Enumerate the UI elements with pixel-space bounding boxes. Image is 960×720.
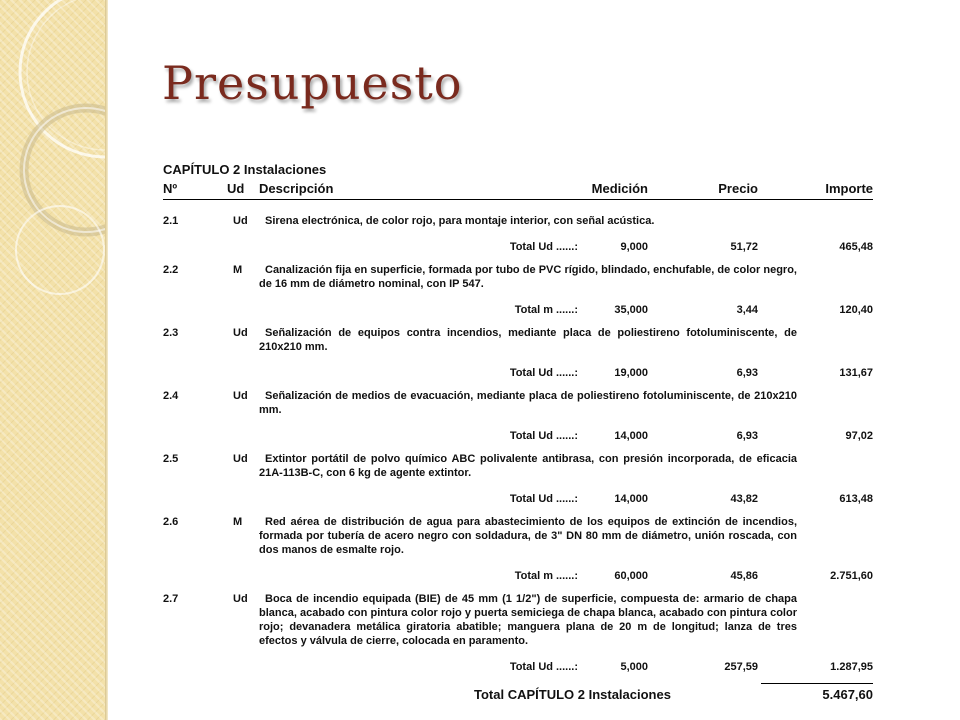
total-measurement: 60,000 bbox=[614, 570, 648, 582]
item-description: Boca de incendio equipada (BIE) de 45 mm (1 1/2") de superficie, compuesta de: armario de chapa blanca, acabado con pintura color rojo y puerta semiciega de chapa blanca, acabado con pintura color rojo; devanadera metálica giratoria abatible; manguera plana de 20 m de longitud; lanza de tres efectos y válvula de cierre, colocada en paramento. bbox=[259, 593, 797, 647]
item-description-row bbox=[163, 592, 873, 648]
item-total-row bbox=[163, 364, 873, 382]
total-measurement: 14,000 bbox=[614, 493, 648, 505]
item-total-row bbox=[163, 658, 873, 676]
header-unit: Ud bbox=[227, 181, 245, 196]
item-unit: Ud bbox=[233, 327, 248, 339]
total-measurement: 14,000 bbox=[614, 430, 648, 442]
total-dots: ......: bbox=[556, 661, 578, 673]
grand-total-label: Total CAPÍTULO 2 Instalaciones bbox=[474, 687, 671, 702]
total-label: Total Ud bbox=[509, 241, 553, 253]
item-description: Extintor portátil de polvo químico ABC polivalente antibrasa, con presión incorporada, de eficacia 21A-113B-C, con 6 kg de agente extintor. bbox=[259, 453, 797, 479]
item-total-row bbox=[163, 238, 873, 256]
total-price: 51,72 bbox=[730, 241, 758, 253]
total-amount: 1.287,95 bbox=[830, 661, 873, 673]
item-description-row bbox=[163, 326, 873, 354]
item-unit: Ud bbox=[233, 215, 248, 227]
total-amount: 613,48 bbox=[839, 493, 873, 505]
item-number: 2.1 bbox=[163, 215, 179, 227]
item-unit: Ud bbox=[233, 593, 248, 605]
item-description-row bbox=[163, 389, 873, 417]
item-total-row bbox=[163, 490, 873, 508]
total-label: Total m bbox=[514, 570, 553, 582]
total-price: 45,86 bbox=[730, 570, 758, 582]
item-description-row bbox=[163, 452, 873, 480]
grand-total-rule bbox=[761, 683, 873, 684]
total-measurement: 35,000 bbox=[614, 304, 648, 316]
header-number: Nº bbox=[163, 181, 178, 196]
sidebar-edge-divider bbox=[105, 0, 108, 720]
slide-title: Presupuesto bbox=[162, 56, 463, 110]
budget-item bbox=[163, 214, 873, 256]
item-unit: Ud bbox=[233, 453, 248, 465]
budget-item bbox=[163, 515, 873, 585]
item-description: Señalización de medios de evacuación, mediante placa de poliestireno fotoluminiscente, de 210x210 mm. bbox=[259, 390, 797, 416]
chapter-grand-total bbox=[163, 683, 873, 705]
budget-item bbox=[163, 389, 873, 445]
total-price: 6,93 bbox=[736, 430, 758, 442]
item-number: 2.2 bbox=[163, 264, 179, 276]
item-total-row bbox=[163, 567, 873, 585]
total-label: Total Ud bbox=[509, 430, 553, 442]
total-amount: 120,40 bbox=[839, 304, 873, 316]
header-price: Precio bbox=[718, 181, 758, 196]
total-label: Total Ud bbox=[509, 367, 553, 379]
total-measurement: 9,000 bbox=[620, 241, 648, 253]
total-dots: ......: bbox=[556, 430, 578, 442]
item-description: Canalización fija en superficie, formada por tubo de PVC rígido, blindado, enchufable, de color negro, de 16 mm de diámetro nominal, con IP 547. bbox=[259, 264, 797, 290]
total-amount: 2.751,60 bbox=[830, 570, 873, 582]
budget-items bbox=[163, 214, 873, 676]
item-description-row bbox=[163, 515, 873, 557]
total-measurement: 19,000 bbox=[614, 367, 648, 379]
budget-item bbox=[163, 326, 873, 382]
total-amount: 131,67 bbox=[839, 367, 873, 379]
item-description: Sirena electrónica, de color rojo, para montaje interior, con señal acústica. bbox=[265, 215, 655, 227]
total-label: Total m bbox=[514, 304, 553, 316]
header-description: Descripción bbox=[259, 181, 334, 196]
item-unit: M bbox=[233, 516, 243, 528]
grand-total-value: 5.467,60 bbox=[822, 687, 873, 702]
total-dots: ......: bbox=[556, 493, 578, 505]
header-amount: Importe bbox=[825, 181, 873, 196]
item-unit: Ud bbox=[233, 390, 248, 402]
item-description: Señalización de equipos contra incendios, mediante placa de poliestireno fotoluminiscente, de 210x210 mm. bbox=[259, 327, 797, 353]
total-dots: ......: bbox=[556, 241, 578, 253]
item-description: Red aérea de distribución de agua para abastecimiento de los equipos de extinción de incendios, formada por tubería de acero negro con soldadura, de 3" DN 80 mm de diámetro, unión roscada, con dos manos de esmalte rojo. bbox=[259, 516, 797, 556]
total-amount: 97,02 bbox=[845, 430, 873, 442]
item-number: 2.5 bbox=[163, 453, 179, 465]
item-total-row bbox=[163, 427, 873, 445]
budget-item bbox=[163, 452, 873, 508]
total-dots: ......: bbox=[556, 304, 578, 316]
total-measurement: 5,000 bbox=[620, 661, 648, 673]
item-number: 2.4 bbox=[163, 390, 179, 402]
total-dots: ......: bbox=[556, 367, 578, 379]
budget-item bbox=[163, 263, 873, 319]
total-price: 6,93 bbox=[736, 367, 758, 379]
item-number: 2.6 bbox=[163, 516, 179, 528]
decorative-sidebar bbox=[0, 0, 105, 720]
item-description-row bbox=[163, 263, 873, 291]
budget-item bbox=[163, 592, 873, 676]
header-measurement: Medición bbox=[591, 181, 648, 196]
total-price: 43,82 bbox=[730, 493, 758, 505]
total-price: 257,59 bbox=[724, 661, 758, 673]
item-number: 2.3 bbox=[163, 327, 179, 339]
total-label: Total Ud bbox=[509, 661, 553, 673]
chapter-heading: CAPÍTULO 2 Instalaciones bbox=[163, 162, 327, 177]
item-description-row bbox=[163, 214, 873, 228]
item-total-row bbox=[163, 301, 873, 319]
table-header bbox=[163, 179, 873, 200]
total-amount: 465,48 bbox=[839, 241, 873, 253]
item-number: 2.7 bbox=[163, 593, 179, 605]
decorative-circles-graphic bbox=[0, 0, 105, 720]
total-price: 3,44 bbox=[736, 304, 758, 316]
total-label: Total Ud bbox=[509, 493, 553, 505]
budget-document bbox=[163, 161, 873, 705]
item-unit: M bbox=[233, 264, 243, 276]
total-dots: ......: bbox=[556, 570, 578, 582]
